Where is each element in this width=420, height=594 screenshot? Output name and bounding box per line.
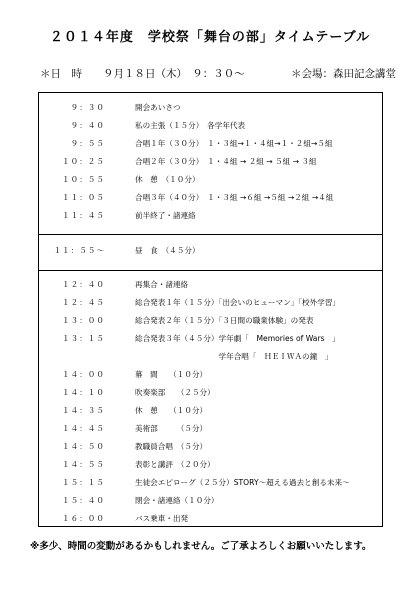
schedule-row (39, 439, 382, 455)
row-time: １３：００ (62, 316, 105, 325)
row-event: 美術部 （５分） (135, 424, 208, 433)
row-event: バス乗車・出発 (135, 514, 189, 523)
row-time: １６：００ (62, 514, 105, 523)
row-event: 合唱３年（４０分） １・３組 →６組 →５組 →２組 →４組 (135, 193, 334, 202)
row-time: １３：１５ (62, 334, 105, 343)
schedule-row (39, 313, 382, 329)
row-time: １４：５０ (62, 442, 105, 451)
schedule-row (39, 172, 382, 188)
venue-line: ＊会場：森田記念講堂 (291, 68, 396, 80)
row-time: １４：００ (62, 370, 105, 379)
row-time: １４：１０ (62, 388, 105, 397)
row-time: １４：３５ (62, 406, 105, 415)
row-event: 再集合・諸連絡 (135, 280, 189, 289)
schedule-table (38, 92, 383, 527)
row-time: １２：４５ (62, 298, 105, 307)
schedule-row (39, 208, 382, 224)
row-time: １１：０５ (62, 193, 105, 202)
schedule-row (39, 100, 382, 116)
morning-section (39, 93, 382, 234)
date-line: ＊日 時 ９月１８日（木） ９：３０～ (40, 68, 245, 80)
schedule-row (39, 493, 382, 509)
row-time: １２：４０ (62, 280, 105, 289)
row-event: 休 憩 （１０分） (135, 175, 200, 184)
schedule-row (39, 136, 382, 152)
row-time: １０：５５ (62, 175, 105, 184)
row-event: 表彰と講評 （２０分） (135, 460, 215, 469)
row-event: 総合発表２年（１５分）「３日間の職業体験」の発表 (135, 316, 314, 325)
row-time: １０：２５ (62, 157, 105, 166)
row-time: １４：４５ (62, 424, 105, 433)
footnote: ※多少、時間の変動があるかもしれません。ご了承よろしくお願いいたします。 (30, 541, 372, 552)
schedule-row (39, 154, 382, 170)
lunch-section (39, 234, 382, 271)
row-time: １１：５５～ (53, 246, 105, 255)
schedule-row (39, 385, 382, 401)
row-event: 合唱２年（３０分） １・４組 → ２組 → ５組 → ３組 (135, 157, 317, 166)
row-event: 生徒会エピローグ（２５分）STORY～超える過去と創る未来～ (135, 478, 350, 487)
row-event: 私の主張（１５分） 各学年代表 (135, 121, 246, 130)
schedule-row (39, 331, 382, 347)
afternoon-section (39, 269, 382, 526)
row-time: ９：５５ (70, 139, 105, 148)
row-event: 吹奏楽部 （２５分） (135, 388, 215, 397)
schedule-row (39, 118, 382, 134)
row-event: 休 憩 （１０分） (135, 406, 208, 415)
row-event: 学年合唱「 ＨＥＩＷＡの鐘 」 (135, 352, 333, 361)
schedule-row (39, 457, 382, 473)
row-event: 総合発表３年（４５分）学年劇「 Memories of Wars 」 (135, 334, 340, 343)
schedule-row (39, 511, 382, 527)
schedule-row (39, 277, 382, 293)
row-event: 昼 食 （４５分） (135, 246, 200, 255)
row-time: ９：４０ (70, 121, 105, 130)
schedule-row (39, 403, 382, 419)
row-time: １５：１５ (62, 478, 105, 487)
row-event: 教職員合唱 （５分） (135, 442, 208, 451)
schedule-row (39, 243, 382, 259)
schedule-row (39, 421, 382, 437)
schedule-row (39, 190, 382, 206)
row-time: ９：３０ (70, 103, 105, 112)
row-event: 開会あいさつ (135, 103, 181, 112)
schedule-row (39, 349, 382, 365)
row-time: １５：４０ (62, 496, 105, 505)
row-time: １１：４５ (62, 211, 105, 220)
row-event: 幕 間 （１０分） (135, 370, 208, 379)
row-event: 合唱１年（３０分） １・３組→１・４組→１・２組→５組 (135, 139, 333, 148)
schedule-row (39, 295, 382, 311)
row-event: 閉会・諸連絡（１０分） (135, 496, 219, 505)
schedule-row (39, 475, 382, 491)
row-event: 前半終了・諸連絡 (135, 211, 196, 220)
row-event: 総合発表１年（１５分）「出会いのヒューマン」「校外学習」 (135, 298, 341, 307)
schedule-row (39, 367, 382, 383)
page-title: ２０１４年度 学校祭「舞台の部」タイムテーブル (49, 30, 371, 45)
row-time: １４：５５ (62, 460, 105, 469)
